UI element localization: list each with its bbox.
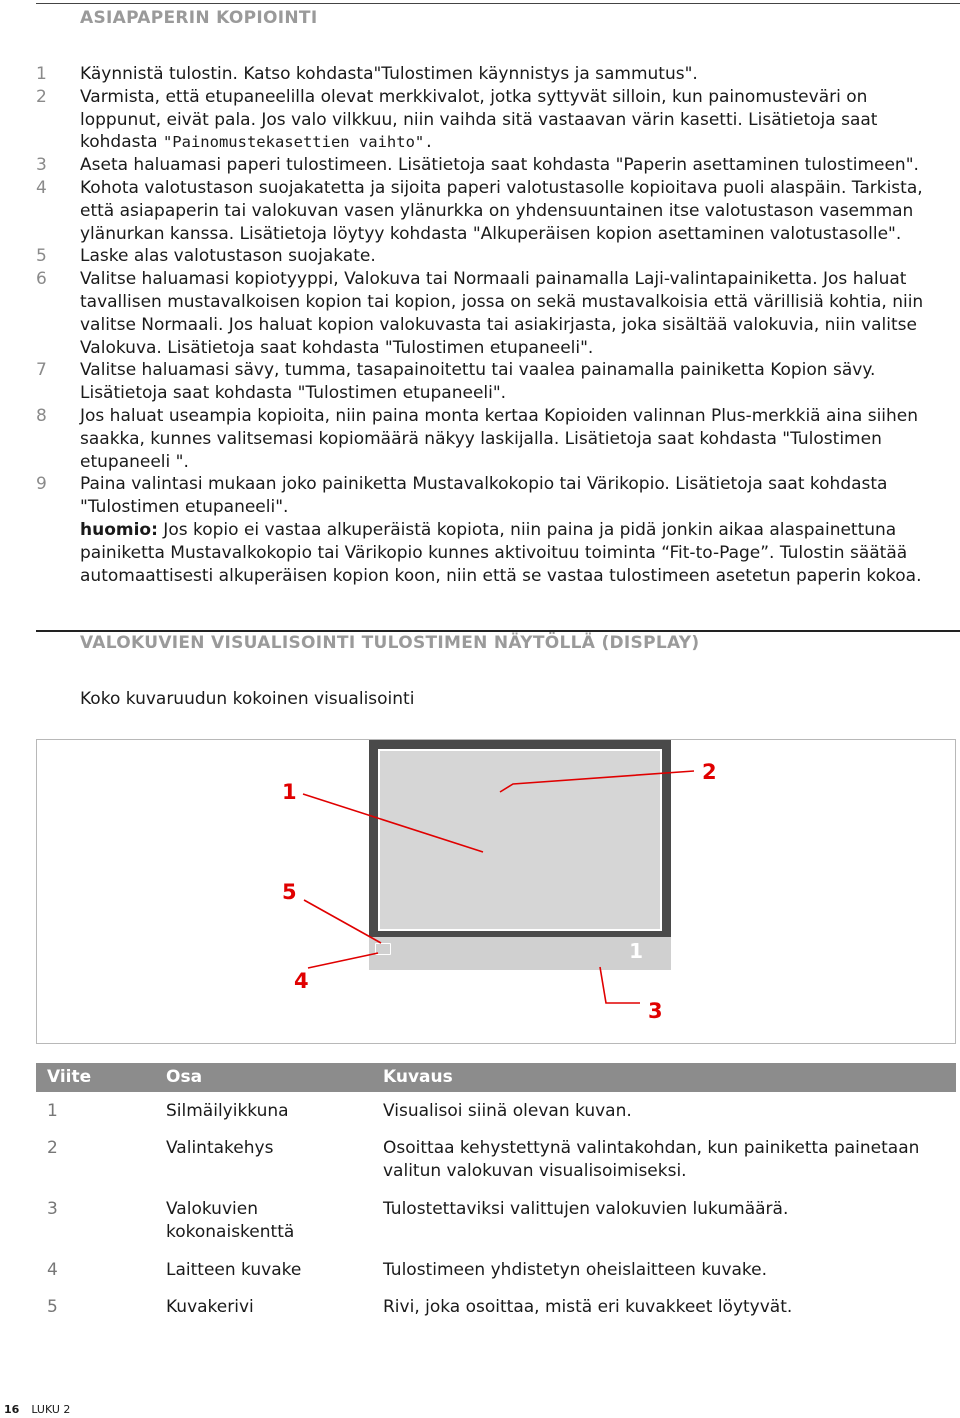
step-number: 2: [36, 86, 47, 107]
cell-desc: Tulostimeen yhdistetyn oheislaitteen kuvake.: [383, 1260, 768, 1280]
step-number: 6: [36, 269, 47, 290]
display-figure: [36, 739, 956, 1044]
step-text: Aseta haluamasi paperi tulostimeen. Lisätietoja saat kohdasta "Paperin asettaminen tulostimeen".: [80, 155, 919, 176]
callout-5: 5: [282, 880, 297, 904]
page-footer: [4, 1403, 70, 1416]
step-text: Jos haluat useampia kopioita, niin paina monta kertaa Kopioiden valinnan Plus-merkkiä aina siihen saakka, kunnes valitsemasi kopiomäärä näkyy laskijalla. Lisätietoja saat kohdasta "Tulostimen etupaneeli ".: [80, 405, 919, 472]
step-number: 8: [36, 405, 47, 426]
cell-part: Kuvakerivi: [166, 1297, 254, 1317]
step-number: 3: [36, 155, 47, 176]
page-number: 16: [4, 1403, 20, 1416]
copy-steps-list: [36, 63, 952, 587]
header-desc: Kuvaus: [383, 1067, 453, 1087]
step-text: Laske alas valotustason suojakate.: [80, 246, 376, 267]
note: [36, 519, 952, 587]
step-number: 4: [36, 177, 47, 198]
leader-3: [600, 967, 640, 1003]
step-text: Käynnistä tulostin. Katso kohdasta"Tulostimen käynnistys ja sammutus".: [80, 64, 698, 84]
step-3: [36, 154, 952, 177]
leader-1: [303, 794, 483, 852]
table-row: [36, 1100, 956, 1137]
header-ref: Viite: [47, 1067, 92, 1087]
callout-1: 1: [282, 780, 297, 804]
callout-2: 2: [702, 760, 717, 784]
step-6: [36, 268, 952, 359]
section-divider: [36, 630, 960, 632]
legend-table: [36, 1063, 956, 1333]
step-text: Paina valintasi mukaan joko painiketta Mustavalkokopio tai Värikopio. Lisätietoja saat kohdasta "Tulostimen etupaneeli".: [80, 474, 888, 518]
leader-2: [500, 771, 694, 792]
photo-count: 1: [629, 939, 643, 963]
step-text: Valitse haluamasi sävy, tumma, tasapainoitettu tai vaalea painamalla painiketta Kopion sävy. Lisätietoja saat kohdasta "Tulostimen etupaneeli".: [80, 360, 876, 404]
table-row: [36, 1259, 956, 1296]
step-number: 9: [36, 474, 47, 495]
table-row: [36, 1137, 956, 1198]
step-text: Kohota valotustason suojakatetta ja sijoita paperi valotustasolle kopioitava puoli alaspäin. Tarkista, että asiapaperin tai valokuvan vasen ylänurkka on yhdensuuntainen itse valotustason vasemman ylänurkan kanssa. Lisätietoja löytyy kohdasta "Alkuperäisen kopion asettaminen valotustasolle".: [80, 177, 923, 244]
callout-4: 4: [294, 969, 309, 993]
step-number: 1: [36, 64, 47, 84]
cell-ref: 1: [47, 1101, 58, 1121]
figure-subheading: Koko kuvaruudun kokoinen visualisointi: [80, 689, 415, 709]
table-header: [36, 1063, 956, 1092]
step-reference: "Painomustekasettien vaihto".: [162, 133, 434, 152]
step-2: [36, 86, 952, 154]
cell-desc: Visualisoi siinä olevan kuvan.: [383, 1101, 632, 1121]
section-title-copying: ASIAPAPERIN KOPIOINTI: [80, 8, 318, 28]
step-text: Varmista, että etupaneelilla olevat merkkivalot, jotka syttyvät silloin, kun painomusteväri on loppunut, eivät pala. Jos valo vilkkuu, niin vaihda sitä vastaavan värin kasetti. Lisätietoja saat kohdasta: [80, 86, 878, 153]
cell-desc: Rivi, joka osoittaa, mistä eri kuvakkeet löytyvät.: [383, 1297, 793, 1317]
step-4: [36, 177, 952, 245]
callout-leaders: [37, 740, 957, 1045]
cell-desc: Tulostettaviksi valittujen valokuvien lukumäärä.: [383, 1199, 789, 1219]
leader-5: [304, 900, 381, 943]
step-5: [36, 245, 952, 268]
table-row: [36, 1198, 956, 1259]
step-1: [36, 63, 952, 86]
step-number: 5: [36, 246, 47, 267]
callout-3: 3: [648, 999, 663, 1023]
cell-part: Laitteen kuvake: [166, 1260, 302, 1280]
header-part: Osa: [166, 1067, 203, 1087]
top-rule: [36, 3, 960, 4]
step-9: [36, 473, 952, 519]
section-title-display: VALOKUVIEN VISUALISOINTI TULOSTIMEN NÄYTÖLLÄ (DISPLAY): [80, 633, 700, 653]
step-8: [36, 405, 952, 473]
chapter-label: LUKU 2: [31, 1403, 71, 1416]
cell-part: Silmäilyikkuna: [166, 1101, 289, 1121]
table-row: [36, 1296, 956, 1333]
note-label: huomio:: [80, 519, 158, 540]
cell-ref: 4: [47, 1260, 58, 1280]
cell-desc: Osoittaa kehystettynä valintakohdan, kun painiketta painetaan valitun valokuvan visualisoimiseksi.: [383, 1138, 920, 1181]
cell-ref: 5: [47, 1297, 58, 1317]
cell-ref: 3: [47, 1199, 58, 1219]
cell-part: Valintakehys: [166, 1138, 274, 1158]
cell-ref: 2: [47, 1138, 58, 1158]
step-text: Valitse haluamasi kopiotyyppi, Valokuva tai Normaali painamalla Laji-valintapainiketta. Jos haluat tavallisen mustavalkoisen kopion tai kopion, jossa on sekä mustavalkoisia että värillisiä kohtia, niin valitse Normaali. Jos haluat kopion valokuvasta tai asiakirjasta, joka sisältää valokuvia, niin valitse Valokuva. Lisätietoja saat kohdasta "Tulostimen etupaneeli".: [80, 269, 924, 358]
cell-part: Valokuvien kokonaiskenttä: [166, 1199, 295, 1242]
step-7: [36, 359, 952, 405]
leader-4: [308, 953, 378, 968]
note-text: Jos kopio ei vastaa alkuperäistä kopiota, niin paina ja pidä jonkin aikaa alaspainettuna painiketta Mustavalkokopio tai Värikopio kunnes aktivoituu toiminta “Fit-to-Page”. Tulostin säätää automaattisesti alkuperäisen kopion koon, niin että se vastaa tulostimeen asetetun paperin kokoa.: [80, 519, 922, 586]
step-number: 7: [36, 360, 47, 381]
